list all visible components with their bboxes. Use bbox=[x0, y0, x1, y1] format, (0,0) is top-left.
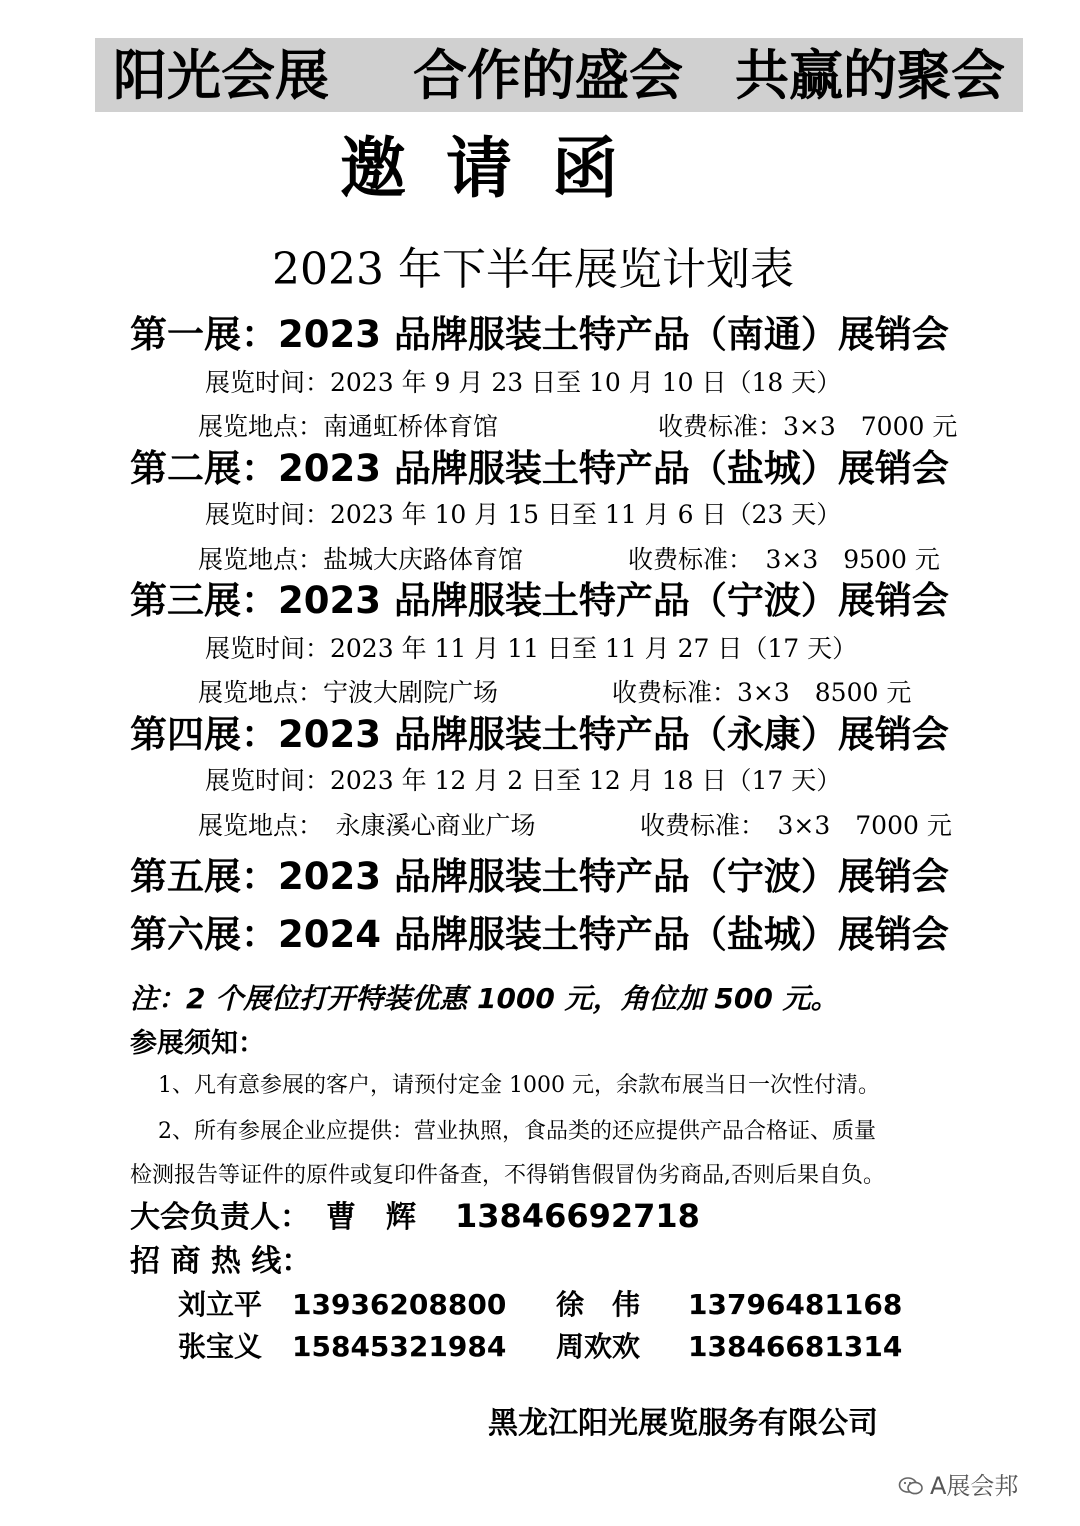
banner-slogan-1: 合作的盛会 bbox=[413, 44, 683, 107]
exhibition-4-title: 第四展：2023 品牌服装土特产品（永康）展销会 bbox=[130, 713, 949, 756]
hotline-label: 招 商 热 线： bbox=[130, 1244, 312, 1279]
contact-3-name: 张宝义 bbox=[178, 1330, 263, 1363]
contact-3-phone: 15845321984 bbox=[292, 1330, 507, 1363]
contact-4-name: 周欢欢 bbox=[556, 1330, 641, 1363]
exhibition-3-venue: 展览地点：宁波大剧院广场 bbox=[198, 678, 499, 707]
exhibition-4-fee: 收费标准： 3×3 7000 元 bbox=[640, 811, 952, 840]
banner-brand: 阳光会展 bbox=[113, 44, 329, 107]
exhibition-1-venue: 展览地点：南通虹桥体育馆 bbox=[198, 412, 499, 441]
exhibition-2-title: 第二展：2023 品牌服装土特产品（盐城）展销会 bbox=[130, 447, 949, 490]
exhibition-1-time: 展览时间：2023 年 9 月 23 日至 10 月 10 日（18 天） bbox=[205, 368, 842, 397]
contact-2-name: 徐 伟 bbox=[556, 1288, 641, 1321]
manager-phone: 13846692718 bbox=[455, 1197, 700, 1235]
notice-heading: 参展须知： bbox=[130, 1028, 265, 1059]
manager-name: 曹 辉 bbox=[326, 1200, 416, 1235]
banner-slogan-2: 共赢的聚会 bbox=[735, 44, 1005, 107]
notice-item-2-line-2: 检测报告等证件的原件或复印件备查，不得销售假冒伪劣商品,否则后果自负。 bbox=[130, 1163, 885, 1188]
watermark-text: A展会邦 bbox=[930, 1472, 1019, 1500]
contact-1-phone: 13936208800 bbox=[292, 1288, 507, 1321]
notice-item-1: 1、凡有意参展的客户，请预付定金 1000 元，余款布展当日一次性付清。 bbox=[158, 1073, 880, 1098]
watermark bbox=[898, 1470, 1018, 1502]
page-title: 邀请函 bbox=[340, 129, 658, 207]
exhibition-5-title: 第五展：2023 品牌服装土特产品（宁波）展销会 bbox=[130, 855, 949, 898]
exhibition-6-title: 第六展：2024 品牌服装土特产品（盐城）展销会 bbox=[130, 913, 949, 956]
discount-note: 注：2 个展位打开特装优惠 1000 元，角位加 500 元。 bbox=[130, 982, 839, 1015]
manager-label: 大会负责人： bbox=[130, 1200, 310, 1235]
exhibition-1-title: 第一展：2023 品牌服装土特产品（南通）展销会 bbox=[130, 313, 949, 356]
notice-item-2-line-1: 2、所有参展企业应提供：营业执照，食品类的还应提供产品合格证、质量 bbox=[158, 1119, 876, 1144]
exhibition-4-venue: 展览地点： 永康溪心商业广场 bbox=[198, 811, 536, 840]
exhibition-3-time: 展览时间：2023 年 11 月 11 日至 11 月 27 日（17 天） bbox=[205, 634, 858, 663]
contact-4-phone: 13846681314 bbox=[688, 1330, 903, 1363]
exhibition-4-time: 展览时间：2023 年 12 月 2 日至 12 月 18 日（17 天） bbox=[205, 766, 842, 795]
contact-1-name: 刘立平 bbox=[178, 1288, 263, 1321]
contact-2-phone: 13796481168 bbox=[688, 1288, 903, 1321]
exhibition-3-fee: 收费标准：3×3 8500 元 bbox=[612, 678, 912, 707]
exhibition-2-venue: 展览地点：盐城大庆路体育馆 bbox=[198, 545, 524, 574]
wechat-icon bbox=[898, 1476, 924, 1496]
exhibition-1-fee: 收费标准：3×3 7000 元 bbox=[658, 412, 958, 441]
page-subtitle: 2023 年下半年展览计划表 bbox=[272, 244, 794, 295]
header-banner bbox=[95, 38, 1023, 112]
exhibition-2-fee: 收费标准： 3×3 9500 元 bbox=[628, 545, 940, 574]
exhibition-3-title: 第三展：2023 品牌服装土特产品（宁波）展销会 bbox=[130, 579, 949, 622]
company-name: 黑龙江阳光展览服务有限公司 bbox=[488, 1406, 878, 1441]
exhibition-2-time: 展览时间：2023 年 10 月 15 日至 11 月 6 日（23 天） bbox=[205, 500, 842, 529]
